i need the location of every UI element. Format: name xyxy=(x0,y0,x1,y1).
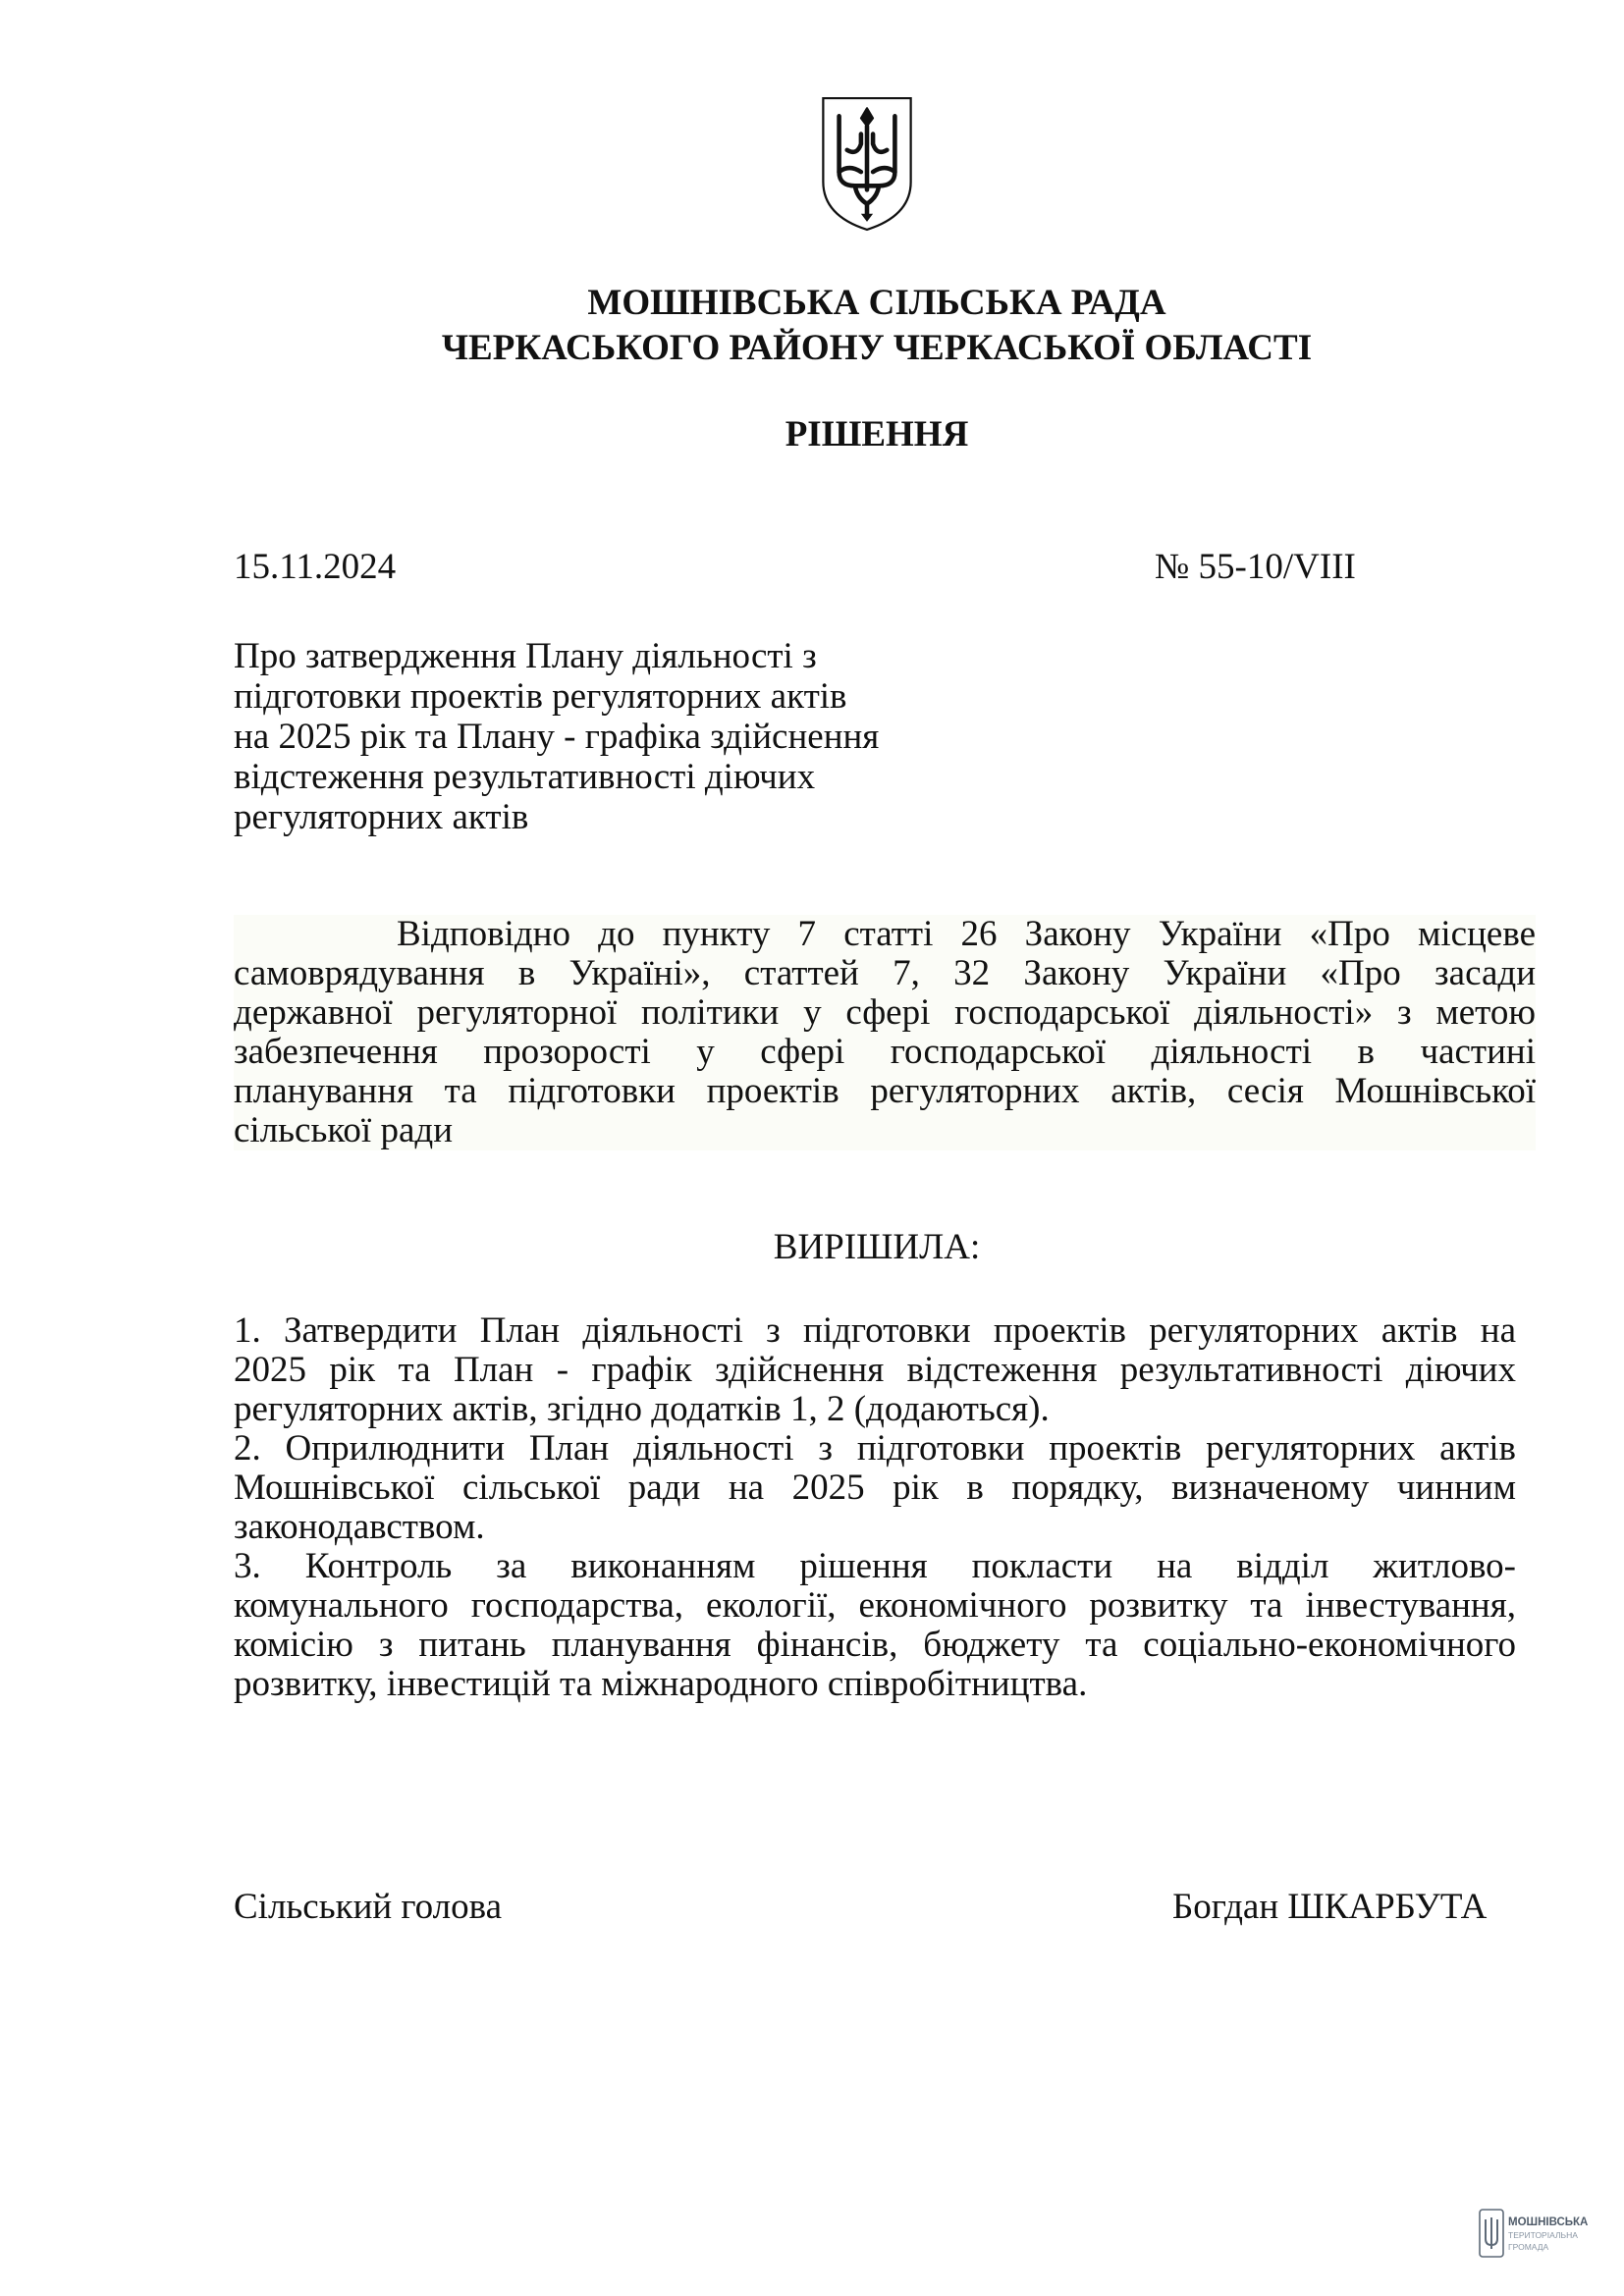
preamble-paragraph xyxy=(234,915,1536,1150)
document-number: № 55-10/VIII xyxy=(1155,547,1356,587)
community-watermark xyxy=(1479,2206,1597,2261)
resolution-items xyxy=(234,1311,1516,1704)
decision-subject xyxy=(234,636,980,837)
community-logo-icon xyxy=(1480,2210,1503,2257)
watermark-line-2: ГРОМАДА xyxy=(1508,2242,1549,2252)
preamble-line: державної регуляторної політики у сфері господарської діяльності» з метою xyxy=(234,992,1536,1033)
item-line: 3. Контроль за виконанням рішення покласти на відділ житлово- xyxy=(234,1546,1516,1586)
item-line: комунального господарства, екології, економічного розвитку та інвестування, xyxy=(234,1585,1516,1626)
subject-line: на 2025 рік та Плану - графіка здійснення xyxy=(234,717,880,757)
item-line: Мошнівської сільської ради на 2025 рік в порядку, визначеному чинним xyxy=(234,1468,1516,1508)
signatory-position: Сільський голова xyxy=(234,1887,503,1927)
item-line: регуляторних актів, згідно додатків 1, 2 (додаються). xyxy=(234,1389,1050,1429)
subject-line: регуляторних актів xyxy=(234,797,529,837)
preamble-line: планування та підготовки проектів регуляторних актів, сесія Мошнівської xyxy=(234,1071,1536,1111)
preamble-line: забезпечення прозорості у сфері господарської діяльності в частині xyxy=(234,1032,1536,1072)
resolution-item-1 xyxy=(234,1311,1516,1429)
item-line: законодавством. xyxy=(234,1507,485,1547)
document-date: 15.11.2024 xyxy=(234,547,397,587)
resolved-heading: ВИРІШИЛА: xyxy=(773,1227,981,1267)
document-type: РІШЕННЯ xyxy=(785,414,969,454)
preamble-line: самоврядування в Україні», статтей 7, 32 Закону України «Про засади xyxy=(234,953,1536,993)
preamble-line: сільської ради xyxy=(234,1110,454,1150)
subject-line: Про затвердження Плану діяльності з xyxy=(234,636,817,676)
item-line: комісію з питань планування фінансів, бюджету та соціально-економічного xyxy=(234,1625,1516,1665)
watermark-line-1: ТЕРИТОРІАЛЬНА xyxy=(1508,2230,1578,2240)
item-line: 2025 рік та План - графік здійснення відстеження результативності діючих xyxy=(234,1350,1516,1390)
subject-line: підготовки проектів регуляторних актів xyxy=(234,676,847,717)
council-name: МОШНІВСЬКА СІЛЬСЬКА РАДА xyxy=(587,283,1166,323)
item-line: 1. Затвердити План діяльності з підготовки проектів регуляторних актів на xyxy=(234,1310,1516,1351)
preamble-line: Відповідно до пункту 7 статті 26 Закону України «Про місцеве xyxy=(397,914,1536,954)
resolution-item-2 xyxy=(234,1429,1516,1547)
resolution-item-3 xyxy=(234,1547,1516,1704)
trident-emblem-icon xyxy=(816,94,918,234)
signatory-name: Богдан ШКАРБУТА xyxy=(1172,1887,1488,1927)
subject-line: відстеження результативності діючих xyxy=(234,757,816,797)
council-region: ЧЕРКАСЬКОГО РАЙОНУ ЧЕРКАСЬКОЇ ОБЛАСТІ xyxy=(441,328,1313,368)
item-line: 2. Оприлюднити План діяльності з підготовки проектів регуляторних актів xyxy=(234,1428,1516,1468)
item-line: розвитку, інвестицій та міжнародного співробітництва. xyxy=(234,1664,1088,1704)
watermark-title: МОШНІВСЬКА xyxy=(1508,2216,1589,2228)
